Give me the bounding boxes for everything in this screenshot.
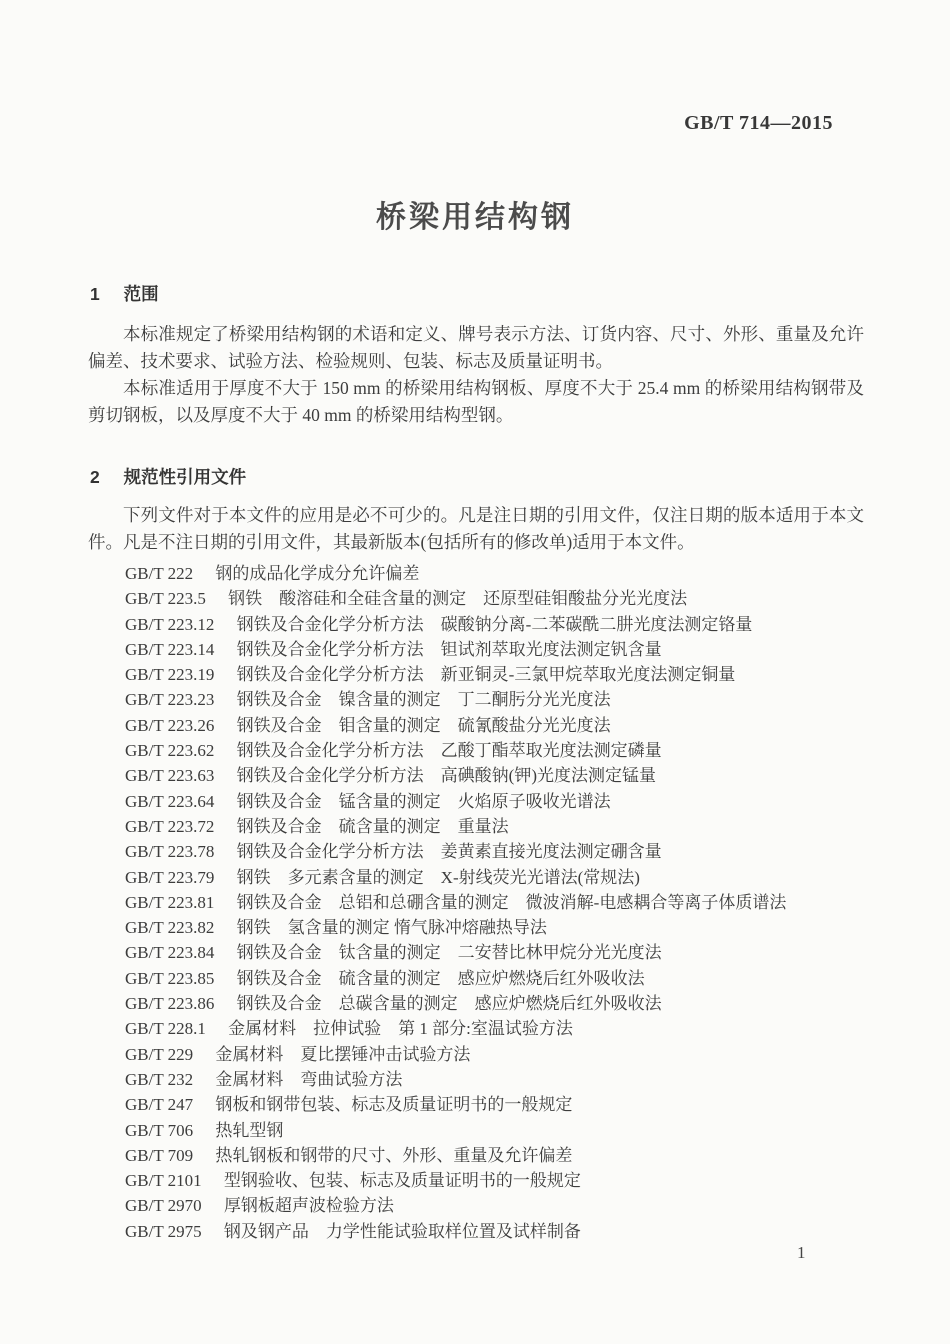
reference-code: GB/T 709 [125, 1145, 194, 1165]
reference-item [125, 1016, 865, 1041]
reference-title: 钢铁及合金 镍含量的测定 丁二酮肟分光光度法 [236, 690, 611, 710]
reference-item [125, 940, 865, 965]
reference-title: 热轧型钢 [215, 1120, 284, 1140]
section-2-title: 规范性引用文件 [123, 467, 247, 487]
reference-title: 型钢验收、包装、标志及质量证明书的一般规定 [223, 1171, 581, 1191]
reference-item [125, 1118, 865, 1143]
reference-code: GB/T 222 [125, 564, 194, 583]
reference-item [125, 915, 865, 940]
section-2-number: 2 [90, 467, 100, 487]
reference-title: 钢铁及合金 锰含量的测定 火焰原子吸收光谱法 [236, 791, 611, 811]
reference-item [125, 991, 865, 1016]
reference-title: 钢及钢产品 力学性能试验取样位置及试样制备 [223, 1221, 581, 1241]
reference-title: 钢铁及合金 钼含量的测定 硫氰酸盐分光光度法 [236, 715, 611, 735]
reference-title: 钢铁 多元素含量的测定 X-射线荧光光谱法(常规法) [236, 867, 640, 887]
document-title: 桥梁用结构钢 [376, 201, 574, 234]
reference-code: GB/T 223.86 [125, 994, 215, 1014]
reference-code: GB/T 223.62 [125, 741, 215, 761]
reference-title: 钢铁及合金化学分析方法 碳酸钠分离-二苯碳酰二肼光度法测定铬量 [236, 614, 753, 634]
reference-item [125, 586, 865, 611]
reference-item [125, 966, 865, 991]
reference-item [125, 789, 865, 814]
reference-item [125, 1168, 865, 1193]
reference-code: GB/T 223.81 [125, 892, 215, 912]
reference-item [125, 738, 865, 763]
reference-code: GB/T 223.79 [125, 867, 215, 887]
reference-code: GB/T 223.12 [125, 614, 215, 634]
reference-title: 钢板和钢带包装、标志及质量证明书的一般规定 [215, 1095, 573, 1115]
paragraph-scope-1: 本标准规定了桥梁用结构钢的术语和定义、牌号表示方法、订货内容、尺寸、外形、重量及允许偏差、技术要求、试验方法、检验规则、包装、标志及质量证明书。 [88, 324, 864, 371]
page-number: 1 [797, 1243, 806, 1262]
reference-code: GB/T 223.14 [125, 639, 215, 659]
reference-title: 钢铁及合金化学分析方法 新亚铜灵-三氯甲烷萃取光度法测定铜量 [236, 665, 736, 685]
section-1-number: 1 [90, 284, 100, 304]
reference-item [125, 890, 865, 915]
reference-item [125, 662, 865, 687]
paragraph-normative-intro: 下列文件对于本文件的应用是必不可少的。凡是注日期的引用文件，仅注日期的版本适用于本文件。凡是不注日期的引用文件，其最新版本(包括所有的修改单)适用于本文件。 [88, 505, 864, 552]
reference-code: GB/T 223.78 [125, 842, 215, 862]
reference-code: GB/T 223.72 [125, 816, 215, 836]
reference-title: 钢铁及合金化学分析方法 乙酸丁酯萃取光度法测定磷量 [236, 741, 662, 761]
reference-title: 钢铁及合金 硫含量的测定 重量法 [236, 816, 509, 836]
section-1-title: 范围 [123, 284, 159, 304]
section-2-intro [88, 502, 864, 556]
reference-item [125, 1067, 865, 1092]
reference-item [125, 1143, 865, 1168]
reference-item [125, 865, 865, 890]
reference-code: GB/T 2970 [125, 1196, 202, 1216]
reference-item [125, 763, 865, 788]
reference-code: GB/T 247 [125, 1095, 194, 1115]
reference-title: 钢铁及合金 总铝和总硼含量的测定 微波消解-电感耦合等离子体质谱法 [236, 892, 787, 912]
section-2-heading [90, 464, 246, 489]
reference-item [125, 637, 865, 662]
reference-item [125, 1219, 865, 1244]
reference-title: 金属材料 夏比摆锤冲击试验方法 [215, 1044, 471, 1064]
reference-title: 金属材料 弯曲试验方法 [215, 1069, 403, 1089]
reference-item [125, 839, 865, 864]
reference-code: GB/T 223.64 [125, 791, 215, 811]
reference-code: GB/T 228.1 [125, 1019, 206, 1039]
reference-title: 钢铁及合金化学分析方法 高碘酸钠(钾)光度法测定锰量 [236, 766, 656, 786]
reference-item [125, 1092, 865, 1117]
paragraph-scope-2: 本标准适用于厚度不大于 150 mm 的桥梁用结构钢板、厚度不大于 25.4 mm 的桥梁用结构钢带及剪切钢板，以及厚度不大于 40 mm 的桥梁用结构型钢。 [88, 378, 864, 425]
reference-title: 厚钢板超声波检验方法 [223, 1196, 394, 1216]
reference-item [125, 713, 865, 738]
reference-code: GB/T 706 [125, 1120, 194, 1140]
reference-code: GB/T 223.85 [125, 968, 215, 988]
reference-title: 钢铁及合金 总碳含量的测定 感应炉燃烧后红外吸收法 [236, 994, 662, 1014]
reference-code: GB/T 223.82 [125, 918, 215, 938]
reference-code: GB/T 223.26 [125, 715, 215, 735]
reference-item [125, 814, 865, 839]
reference-title: 钢铁及合金 硫含量的测定 感应炉燃烧后红外吸收法 [236, 968, 645, 988]
section-1-body [88, 321, 864, 429]
reference-code: GB/T 229 [125, 1044, 194, 1064]
reference-item [125, 687, 865, 712]
section-1-heading [90, 281, 159, 306]
reference-title: 钢铁 氢含量的测定 惰气脉冲熔融热导法 [236, 918, 547, 938]
reference-list [125, 561, 865, 1244]
reference-title: 钢铁 酸溶硅和全硅含量的测定 还原型硅钼酸盐分光光度法 [228, 589, 688, 609]
reference-title: 金属材料 拉伸试验 第 1 部分:室温试验方法 [228, 1019, 573, 1039]
reference-item [125, 1193, 865, 1218]
reference-item [125, 1042, 865, 1067]
reference-code: GB/T 223.84 [125, 943, 215, 963]
reference-title: 钢铁及合金化学分析方法 姜黄素直接光度法测定硼含量 [236, 842, 662, 862]
reference-code: GB/T 223.5 [125, 589, 206, 609]
reference-code: GB/T 2101 [125, 1171, 202, 1191]
reference-code: GB/T 2975 [125, 1221, 202, 1241]
standard-number: GB/T 714—2015 [684, 112, 833, 134]
reference-code: GB/T 223.23 [125, 690, 215, 710]
reference-title: 钢的成品化学成分允许偏差 [215, 564, 420, 583]
reference-item [125, 561, 865, 586]
reference-code: GB/T 232 [125, 1069, 194, 1089]
reference-item [125, 612, 865, 637]
reference-code: GB/T 223.63 [125, 766, 215, 786]
reference-title: 热轧钢板和钢带的尺寸、外形、重量及允许偏差 [215, 1145, 573, 1165]
reference-code: GB/T 223.19 [125, 665, 215, 685]
reference-title: 钢铁及合金 钛含量的测定 二安替比林甲烷分光光度法 [236, 943, 662, 963]
reference-title: 钢铁及合金化学分析方法 钽试剂萃取光度法测定钒含量 [236, 639, 662, 659]
